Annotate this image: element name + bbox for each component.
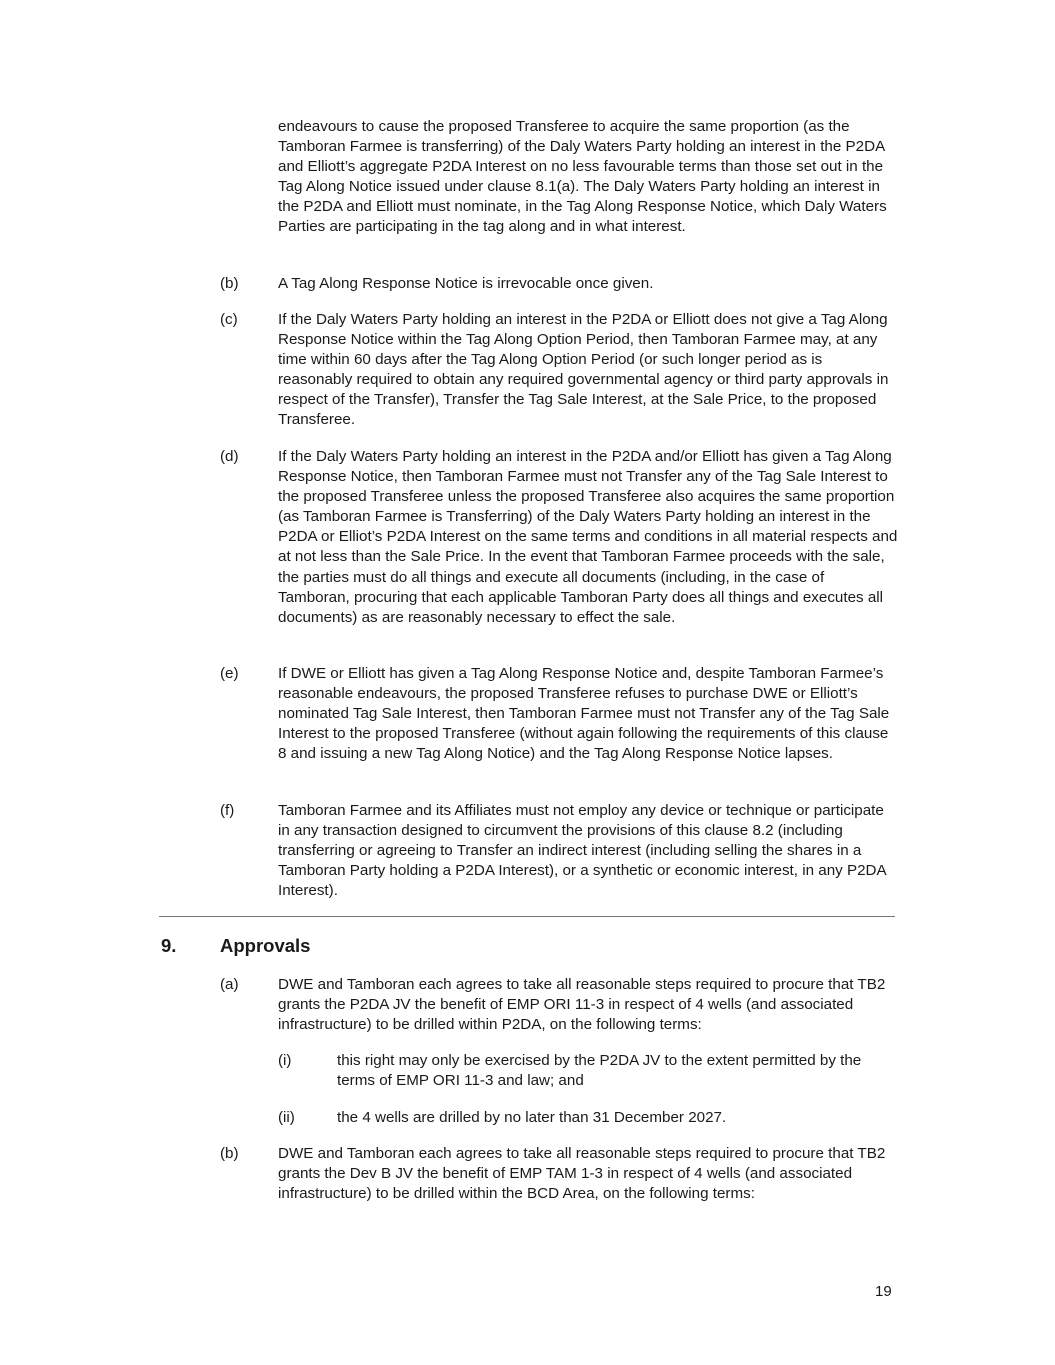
subclause-label-i: (i) — [278, 1052, 292, 1069]
clause-text-e: If DWE or Elliott has given a Tag Along Response Notice and, despite Tamboran Farmee’s reasonable endeavours, the proposed Transferee refuses to purchase DWE or Elliott’s nominated Tag Sale Interest, then Tamboran Farmee must not Transfer any of the Tag Sale Interest to the proposed Transferee (without again following the requirements of this clause 8 and issuing a new Tag Along Notice) and the Tag Along Response Notice lapses. — [278, 665, 890, 763]
section-number: 9. — [161, 935, 177, 956]
page-number: 19 — [875, 1283, 892, 1300]
subclause-text-i: this right may only be exercised by the P2DA JV to the extent permitted by the terms of EMP ORI 11-3 and law; and — [337, 1052, 862, 1090]
clause-label-9a: (a) — [220, 976, 239, 993]
clause-label-d: (d) — [220, 448, 239, 465]
clause-text-9a: DWE and Tamboran each agrees to take all reasonable steps required to procure that TB2 grants the P2DA JV the benefit of EMP ORI 11-3 in respect of 4 wells (and associated infrastructure) to be drilled within P2DA, on the following terms: — [278, 976, 886, 1034]
subclause-text-ii: the 4 wells are drilled by no later than 31 December 2027. — [337, 1109, 727, 1126]
clause-continuation-text: endeavours to cause the proposed Transferee to acquire the same proportion (as the Tamboran Farmee is transferring) of the Daly Waters Party holding an interest in the P2DA and Elliott’s aggregate P2DA Interest on no less favourable terms than those set out in the Tag Along Notice issued under clause 8.1(a). The Daly Waters Party holding an interest in the P2DA and Elliott must nominate, in the Tag Along Response Notice, which Daly Waters Parties are participating in the tag along and in what interest. — [278, 118, 887, 236]
clause-label-e: (e) — [220, 665, 239, 682]
subclause-label-ii: (ii) — [278, 1109, 295, 1126]
clause-text-f: Tamboran Farmee and its Affiliates must not employ any device or technique or participate in any transaction designed to circumvent the provisions of this clause 8.2 (including transferring or agreeing to Transfer an indirect interest (including selling the shares in a Tamboran Party holding a P2DA Interest), or a synthetic or economic interest, in any P2DA Interest). — [278, 802, 886, 900]
clause-label-9b: (b) — [220, 1145, 239, 1162]
clause-text-d: If the Daly Waters Party holding an interest in the P2DA and/or Elliott has given a Tag Along Response Notice, then Tamboran Farmee must not Transfer any of the Tag Sale Interest to the proposed Transferee unless the proposed Transferee also acquires the same proportion (as Tamboran Farmee is Transferring) of the Daly Waters Party holding an interest in the P2DA or Elliot’s P2DA Interest on the same terms and conditions in all material respects and at not less than the Sale Price. In the event that Tamboran Farmee proceeds with the sale, the parties must do all things and execute all documents (including, in the case of Tamboran, procuring that each applicable Tamboran Party does all things and executes all documents) as are reasonably necessary to effect the sale. — [278, 448, 898, 626]
section-title: Approvals — [220, 935, 311, 956]
clause-label-c: (c) — [220, 311, 238, 328]
clause-text-9b: DWE and Tamboran each agrees to take all reasonable steps required to procure that TB2 grants the Dev B JV the benefit of EMP TAM 1-3 in respect of 4 wells (and associated infrastructure) to be drilled within the BCD Area, on the following terms: — [278, 1145, 886, 1203]
clause-label-f: (f) — [220, 802, 235, 819]
clause-label-b: (b) — [220, 275, 239, 292]
clause-text-c: If the Daly Waters Party holding an interest in the P2DA or Elliott does not give a Tag Along Response Notice within the Tag Along Option Period, then Tamboran Farmee may, at any time within 60 days after the Tag Along Option Period (or such longer period as is reasonably required to obtain any required governmental agency or third party approvals in respect of the Transfer), Transfer the Tag Sale Interest, at the Sale Price, to the proposed Transferee. — [278, 311, 889, 429]
clause-text-b: A Tag Along Response Notice is irrevocable once given. — [278, 275, 654, 292]
section-divider — [159, 916, 895, 917]
